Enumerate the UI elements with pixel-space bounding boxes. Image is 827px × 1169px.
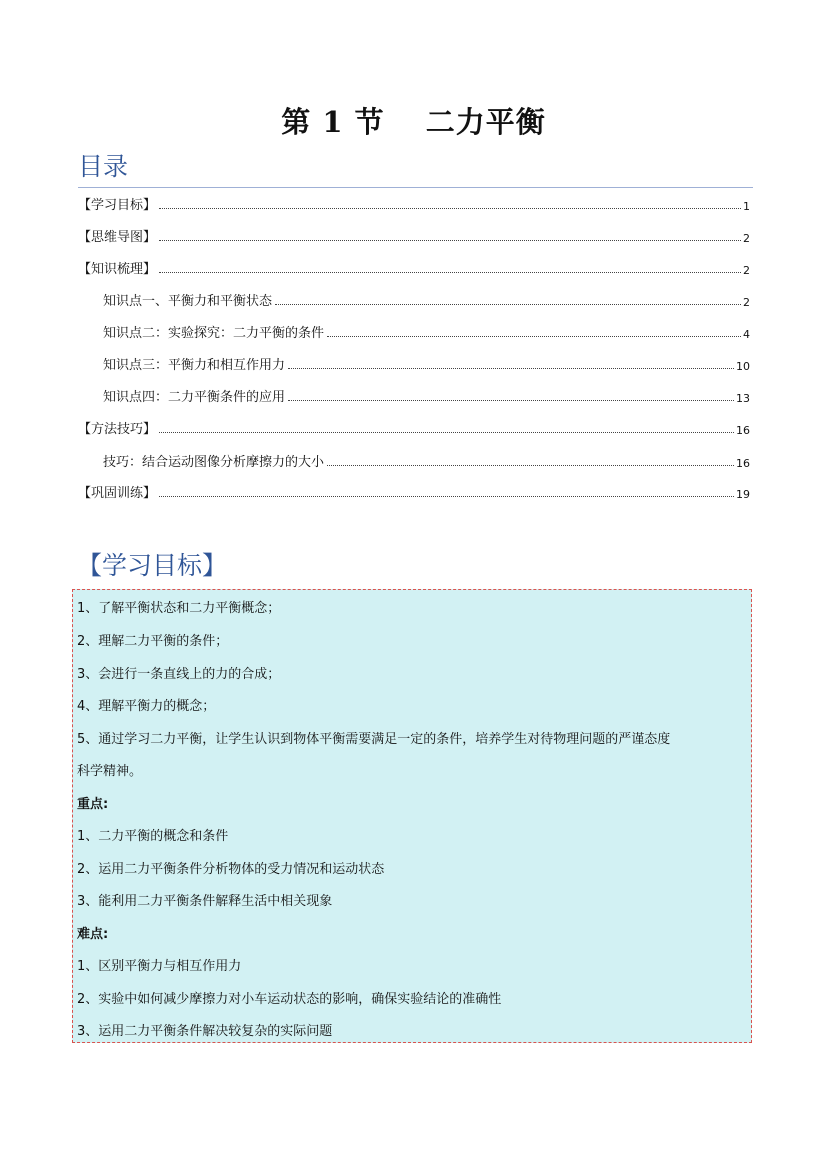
toc-divider [78, 187, 753, 188]
toc-leader-dots [159, 240, 741, 241]
toc-leader-dots [159, 496, 734, 497]
toc-heading: 目录 [78, 152, 129, 181]
toc-entry-label: 技巧：结合运动图像分析摩擦力的大小 [103, 455, 325, 470]
toc-entry-page: 13 [736, 392, 750, 405]
toc-entry-page: 4 [743, 328, 750, 341]
goal-line: 3、会进行一条直线上的力的合成； [77, 667, 281, 682]
toc-entry-practice[interactable] [78, 481, 750, 501]
key-point-line: 1、二力平衡的概念和条件 [77, 829, 229, 844]
toc-leader-dots [159, 272, 741, 273]
toc-leader-dots [327, 336, 741, 337]
difficulties-label: 难点: [77, 927, 109, 942]
toc-entry-page: 2 [743, 264, 750, 277]
toc-entry-label: 【学习目标】 [78, 198, 157, 213]
toc-entry-page: 2 [743, 296, 750, 309]
goal-line: 2、理解二力平衡的条件； [77, 634, 229, 649]
toc-entry-mind-map[interactable] [78, 225, 750, 245]
toc-entry-label: 【方法技巧】 [78, 422, 157, 437]
toc-entry-point-1[interactable] [103, 289, 750, 309]
toc-entry-page: 16 [736, 457, 750, 470]
toc-leader-dots [327, 465, 734, 466]
toc-entry-point-3[interactable] [103, 353, 750, 373]
toc-entry-page: 16 [736, 424, 750, 437]
toc-entry-label: 【思维导图】 [78, 230, 157, 245]
key-point-line: 3、能利用二力平衡条件解释生活中相关现象 [77, 894, 333, 909]
toc-leader-dots [159, 432, 734, 433]
difficulty-line: 2、实验中如何减少摩擦力对小车运动状态的影响，确保实验结论的准确性 [77, 992, 502, 1007]
toc-entry-point-2[interactable] [103, 321, 750, 341]
toc-entry-label: 【巩固训练】 [78, 486, 157, 501]
toc-entry-label: 知识点四：二力平衡条件的应用 [103, 390, 286, 405]
difficulty-line: 3、运用二力平衡条件解决较复杂的实际问题 [77, 1024, 333, 1039]
goal-line: 5、通过学习二力平衡，让学生认识到物体平衡需要满足一定的条件，培养学生对待物理问题的严谨态度 [77, 732, 671, 747]
toc-entry-learning-goals[interactable] [78, 193, 750, 213]
toc-entry-label: 知识点三：平衡力和相互作用力 [103, 358, 286, 373]
toc-entry-page: 19 [736, 488, 750, 501]
page-title: 第 1 节 二力平衡 [281, 105, 546, 139]
toc-entry-point-4[interactable] [103, 385, 750, 405]
learning-goals-box [72, 589, 752, 1043]
toc-entry-knowledge[interactable] [78, 257, 750, 277]
goal-line: 1、了解平衡状态和二力平衡概念； [77, 601, 281, 616]
toc-entry-page: 1 [743, 200, 750, 213]
difficulty-line: 1、区别平衡力与相互作用力 [77, 959, 242, 974]
toc-leader-dots [288, 400, 734, 401]
toc-entry-label: 知识点一、平衡力和平衡状态 [103, 294, 273, 309]
goal-line: 4、理解平衡力的概念； [77, 699, 216, 714]
toc-leader-dots [275, 304, 741, 305]
goal-line: 科学精神。 [77, 764, 143, 779]
toc-entry-label: 【知识梳理】 [78, 262, 157, 277]
toc-entry-label: 知识点二：实验探究：二力平衡的条件 [103, 326, 325, 341]
toc-entry-page: 10 [736, 360, 750, 373]
toc-entry-methods[interactable] [78, 417, 750, 437]
key-points-label: 重点: [77, 797, 109, 812]
toc-leader-dots [288, 368, 734, 369]
key-point-line: 2、运用二力平衡条件分析物体的受力情况和运动状态 [77, 862, 385, 877]
toc-leader-dots [159, 208, 741, 209]
learning-goals-heading: 【学习目标】 [77, 551, 228, 580]
toc-entry-page: 2 [743, 232, 750, 245]
toc-entry-technique[interactable] [103, 450, 750, 470]
